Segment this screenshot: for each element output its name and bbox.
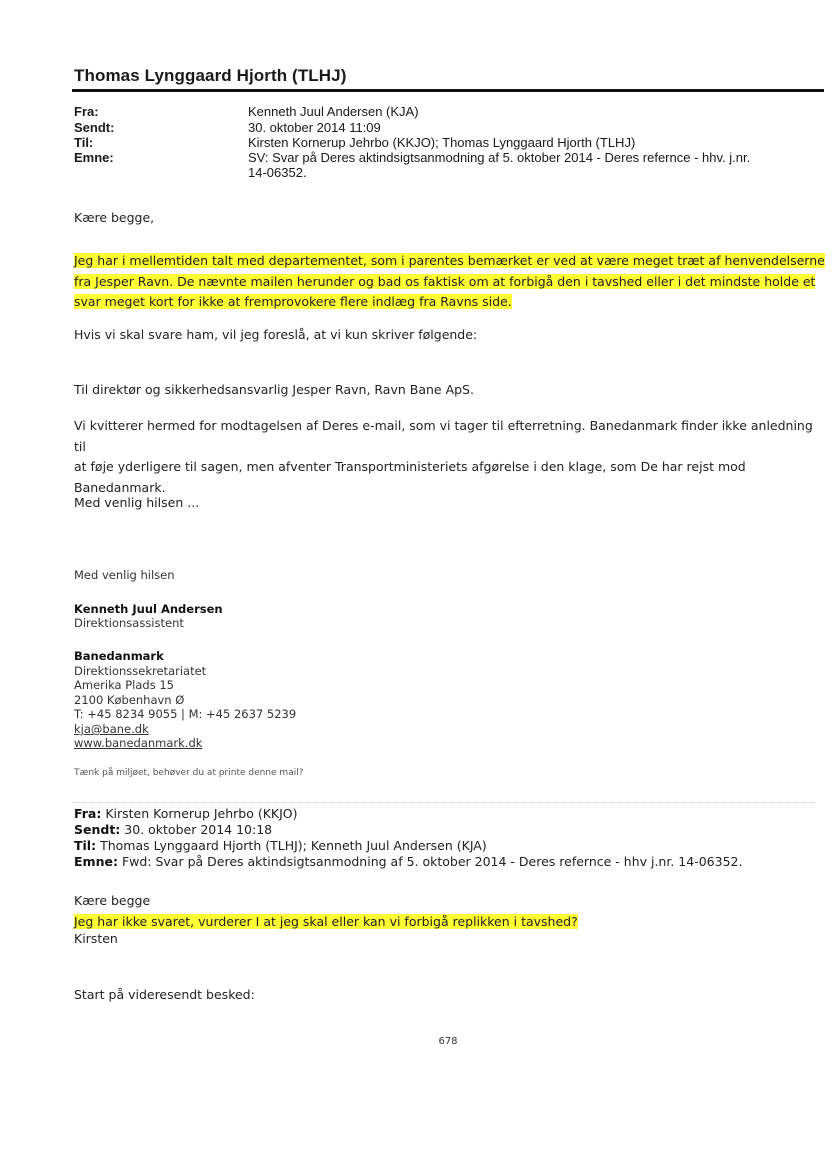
sent-label: Sendt: [74, 120, 115, 135]
subject-value-line2: 14-06352. [248, 165, 307, 180]
fwd-from-value: Kirsten Kornerup Jehrbo (KKJO) [105, 806, 298, 821]
highlight-line-1: Jeg har i mellemtiden talt med departementet, som i parentes bemærket er ved at være meget træt af henvendelserne [74, 253, 825, 268]
highlight-line-2: fra Jesper Ravn. De nævnte mailen herunder og bad os faktisk om at forbigå den i tavshed eller i det mindste holde et [74, 273, 816, 289]
signature-dept: Direktionssekretariatet [74, 664, 207, 678]
eco-note: Tænk på miljøet, behøver du at printe denne mail? [74, 768, 304, 778]
fwd-subject-label: Emne: [74, 854, 118, 869]
reply-line-2: at føje yderligere til sagen, men afventer Transportministeriets afgørelse i den klage, som De har rejst mod [74, 459, 746, 474]
reply-paragraph [74, 416, 826, 498]
fwd-signoff: Kirsten [74, 931, 118, 946]
proposal-text: Hvis vi skal svare ham, vil jeg foreslå, at vi kun skriver følgende: [74, 327, 478, 342]
fwd-from-label: Fra: [74, 806, 102, 821]
signature-name: Kenneth Juul Andersen [74, 602, 223, 616]
highlighted-paragraph [74, 251, 826, 313]
signature-email-link[interactable]: kja@bane.dk [74, 722, 149, 736]
signature-web-link[interactable]: www.banedanmark.dk [74, 736, 203, 750]
fwd-to-label: Til: [74, 838, 97, 853]
fwd-highlight: Jeg har ikke svaret, vurderer I at jeg skal eller kan vi forbigå replikken i tavshed? [74, 914, 578, 929]
page-title: Thomas Lynggaard Hjorth (TLHJ) [74, 66, 347, 85]
fwd-sent-label: Sendt: [74, 822, 121, 837]
subject-value-line1: SV: Svar på Deres aktindsigtsanmodning af 5. oktober 2014 - Deres refernce - hhv. j.nr. [248, 150, 751, 165]
reply-closing: Med venlig hilsen ... [74, 495, 200, 510]
highlight-line-3: svar meget kort for ikke at fremprovokere flere indlæg fra Ravns side. [74, 294, 512, 309]
signature-phone: T: +45 8234 9055 | M: +45 2637 5239 [74, 707, 297, 721]
fwd-subject-value: Fwd: Svar på Deres aktindsigtsanmodning af 5. oktober 2014 - Deres refernce - hhv j.nr. 14-06352. [121, 854, 743, 869]
from-label: Fra: [74, 104, 99, 119]
title-divider [72, 89, 824, 92]
signature-org: Banedanmark [74, 649, 164, 663]
signature-street: Amerika Plads 15 [74, 678, 174, 692]
to-label: Til: [74, 135, 94, 150]
greeting: Kære begge, [74, 210, 155, 225]
to-value: Kirsten Kornerup Jehrbo (KKJO); Thomas Lynggaard Hjorth (TLHJ) [248, 135, 636, 150]
reply-line-3: Banedanmark. [74, 479, 166, 495]
reply-line-1: Vi kvitterer hermed for modtagelsen af Deres e-mail, som vi tager til efterretning. Banedanmark finder ikke anledning til [74, 418, 813, 454]
message-separator [74, 802, 816, 803]
page-number: 678 [438, 1036, 458, 1047]
signature-closing: Med venlig hilsen [74, 568, 175, 582]
from-value: Kenneth Juul Andersen (KJA) [248, 104, 419, 119]
fwd-sent-value: 30. oktober 2014 10:18 [124, 822, 273, 837]
fwd-highlight-row [74, 914, 578, 930]
forward-start-line: Start på videresendt besked: [74, 987, 255, 1002]
fwd-to-value: Thomas Lynggaard Hjorth (TLHJ); Kenneth Juul Andersen (KJA) [100, 838, 487, 853]
sent-value: 30. oktober 2014 11:09 [248, 120, 381, 135]
fwd-sent-row [74, 822, 272, 838]
fwd-greeting: Kære begge [74, 893, 151, 908]
fwd-subject-row [74, 854, 742, 870]
fwd-from-row [74, 806, 298, 822]
fwd-to-row [74, 838, 487, 854]
subject-label: Emne: [74, 150, 114, 165]
signature-role: Direktionsassistent [74, 616, 184, 630]
addressee-line: Til direktør og sikkerhedsansvarlig Jesper Ravn, Ravn Bane ApS. [74, 382, 474, 397]
signature-city: 2100 København Ø [74, 693, 185, 707]
